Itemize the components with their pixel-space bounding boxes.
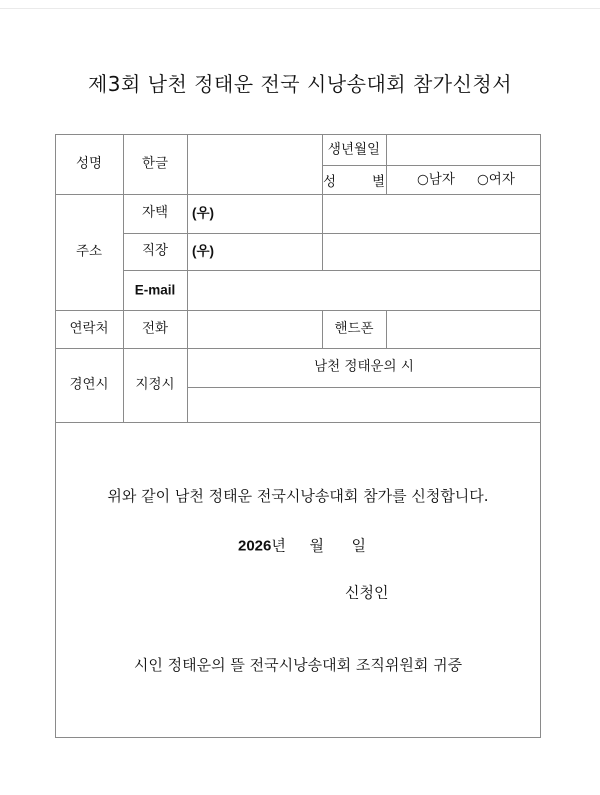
date-month-label: 월 [309, 536, 324, 555]
row-divider [55, 348, 541, 349]
recipient-line: 시인 정태운의 뜰 전국시낭송대회 조직위원회 귀중 [133, 656, 463, 674]
work-postal-field[interactable]: (우) [192, 243, 215, 259]
phone-label: 전화 [141, 320, 169, 337]
application-date [238, 535, 366, 556]
email-field[interactable] [188, 271, 540, 309]
home-address-field[interactable] [323, 195, 540, 232]
gender-option-female[interactable]: ○여자 [477, 171, 515, 188]
page-title: 제3회 남천 정태운 전국 시낭송대회 참가신청서 [87, 72, 513, 96]
email-label: E-mail [134, 282, 176, 298]
date-year: 2026 [238, 537, 272, 555]
contact-label: 연락처 [69, 320, 109, 337]
home-postal-field[interactable]: (우) [192, 205, 215, 221]
poem-title-field[interactable] [188, 388, 540, 421]
name-label: 성명 [75, 155, 103, 172]
mobile-field[interactable] [387, 311, 540, 347]
address-label: 주소 [75, 243, 103, 260]
column-divider [322, 310, 323, 348]
mobile-label: 핸드폰 [334, 320, 374, 337]
application-statement: 위와 같이 남천 정태운 전국시낭송대회 참가를 신청합니다. [107, 487, 489, 505]
birth-date-field[interactable] [387, 135, 540, 164]
row-divider [322, 165, 541, 166]
birth-date-label: 생년월일 [327, 141, 381, 158]
hangul-label: 한글 [141, 155, 169, 172]
top-rule [0, 8, 600, 9]
gender-label [323, 170, 385, 190]
assigned-poem-label: 지정시 [135, 376, 175, 393]
column-divider [123, 134, 124, 422]
work-label: 직장 [141, 242, 169, 259]
assigned-poem-value: 남천 정태운의 시 [314, 358, 414, 375]
gender-label-part: 성 [323, 174, 337, 190]
applicant-label: 신청인 [345, 583, 389, 602]
gender-label-part: 별 [371, 174, 385, 190]
hangul-name-field[interactable] [188, 135, 321, 193]
phone-field[interactable] [188, 311, 321, 347]
date-day-label: 일 [351, 536, 366, 555]
home-label: 자택 [141, 204, 169, 221]
poem-label: 경연시 [69, 376, 109, 393]
row-divider [55, 422, 541, 423]
work-address-field[interactable] [323, 234, 540, 269]
column-divider [386, 165, 387, 194]
gender-option-male[interactable]: ○남자 [417, 171, 455, 188]
date-year-suffix: 년 [271, 536, 286, 555]
